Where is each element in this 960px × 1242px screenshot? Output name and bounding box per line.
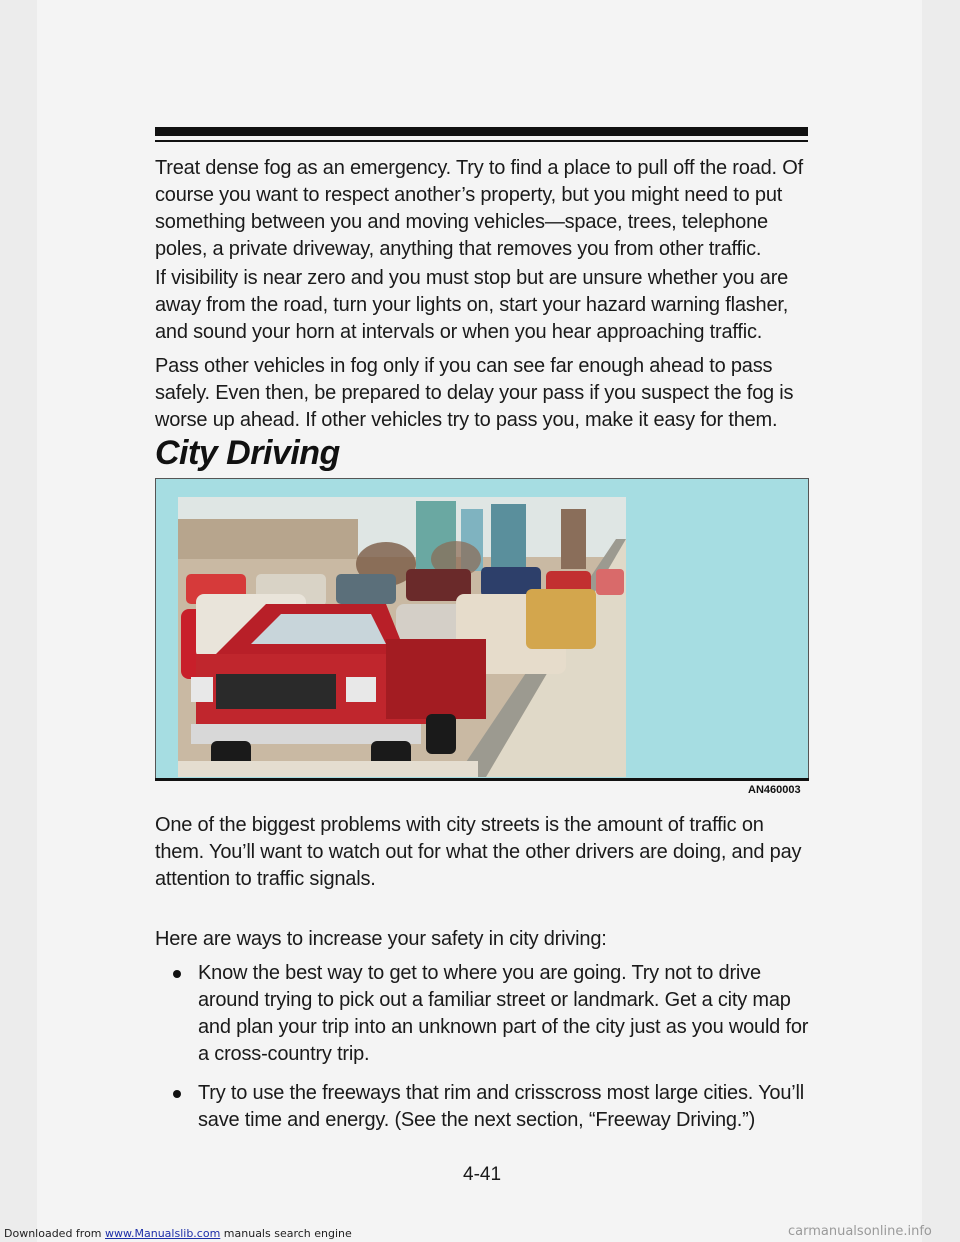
list-item xyxy=(165,960,815,1068)
bullet-icon xyxy=(173,970,181,978)
figure-code: AN460003 xyxy=(748,784,801,796)
paragraph-dense-fog: Treat dense fog as an emergency. Try to find a place to pull off the road. Of course you want to respect another’s property, but you might need to put something between you and moving vehicles—space, trees, telephone poles, a private driveway, anything that removes you from other traffic. xyxy=(155,157,803,260)
city-traffic-drawing xyxy=(156,479,808,779)
download-footer xyxy=(4,1227,352,1240)
paragraph-city-traffic: One of the biggest problems with city streets is the amount of traffic on them. You’ll want to watch out for what the other drivers are doing, and pay attention to traffic signals. xyxy=(155,814,802,890)
bullet-icon xyxy=(173,1090,181,1098)
section-heading-city-driving: City Driving xyxy=(155,434,340,472)
paragraph-passing: Pass other vehicles in fog only if you can see far enough ahead to pass safely. Even then, be prepared to delay your pass if you suspect the fog is worse up ahead. If other vehicles try to pass you, make it easy for them. xyxy=(155,355,794,431)
paragraph-visibility: If visibility is near zero and you must stop but are unsure whether you are away from the road, turn your lights on, start your hazard warning flasher, and sound your horn at intervals or when you hear approaching traffic. xyxy=(155,267,789,343)
list-item-text: Know the best way to get to where you are going. Try not to drive around trying to pick out a familiar street or landmark. Get a city map and plan your trip into an unknown part of the city just as you would for a cross-country trip. xyxy=(198,962,809,1065)
header-rule xyxy=(155,127,808,136)
manualslib-link[interactable]: www.Manualslib.com xyxy=(105,1227,221,1240)
header-rule-thin xyxy=(155,140,808,142)
list-item xyxy=(165,1080,815,1134)
safety-tips-list xyxy=(165,960,815,1146)
watermark-text: carmanualsonline.info xyxy=(788,1224,932,1239)
footer-suffix: manuals search engine xyxy=(223,1227,352,1240)
footer-prefix: Downloaded from xyxy=(4,1227,102,1240)
city-traffic-illustration xyxy=(155,478,809,780)
list-item-text: Try to use the freeways that rim and crisscross most large cities. You’ll save time and energy. (See the next section, “Freeway Driving.”) xyxy=(198,1082,805,1131)
paragraph-ways-intro: Here are ways to increase your safety in city driving: xyxy=(155,928,607,950)
page-number: 4-41 xyxy=(463,1164,502,1185)
figure-bottom-rule xyxy=(155,778,809,781)
